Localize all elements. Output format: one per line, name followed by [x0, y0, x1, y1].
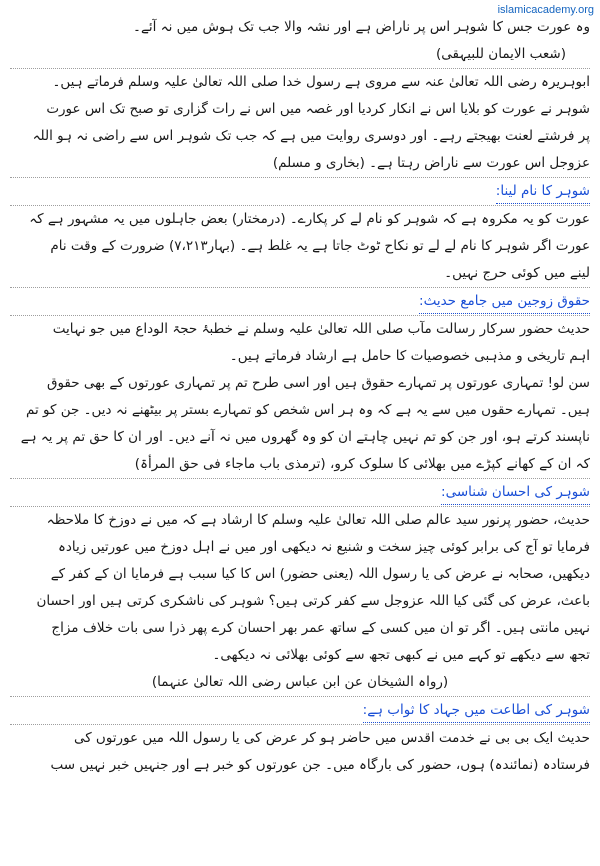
- intro-line: وہ عورت جس کا شوہر اس پر ناراض ہے اور نشہ والا جب تک ہوش میں نہ آئے۔: [133, 19, 590, 35]
- text-line: سن لو! تمہاری عورتوں پر تمہارے حقوق ہیں اور اسی طرح تم پر تمہاری عورتوں کے بھی حقوق: [46, 375, 590, 391]
- article-body: [10, 14, 590, 866]
- text-line: عزوجل اس عورت سے ناراض رہتا ہے۔ (بخاری و مسلم): [272, 155, 590, 171]
- text-line: باعث، عرض کی گئی کیا اللہ عزوجل سے کفر کرتی ہیں؟ شوہر کی ناشکری کرتی ہیں اور احسان: [36, 593, 590, 609]
- text-line: ابوہریرہ رضی اللہ تعالیٰ عنہ سے مروی ہے رسول خدا صلی اللہ تعالیٰ علیہ وسلم فرماتے ہیں۔: [52, 74, 590, 90]
- text-line: دیکھیں، صحابہ نے عرض کی یا رسول اللہ (یعنی حضور) اس کا کیا سبب ہے فرمایا ان کے کفر کے: [50, 566, 590, 582]
- section-obedience: [10, 725, 590, 779]
- section-heading-obedience: شوہر کی اطاعت میں جہاد کا ثواب ہے:: [363, 698, 590, 723]
- text-line: حدیث، حضور پرنور سید عالم صلی اللہ تعالیٰ علیہ وسلم کا ارشاد ہے کہ میں نے دوزخ کا ملاحظہ: [46, 512, 590, 528]
- section-heading-gratitude: شوہر کی احسان شناسی:: [441, 480, 590, 505]
- site-watermark: islamicacademy.org: [497, 4, 594, 16]
- paragraph-hadith-1: [10, 69, 590, 177]
- text-line: ہیں۔ تمہارے حقوں میں سے یہ ہے کہ وہ ہر اس شخص کو تمہارے بستر پر بیٹھنے نہ دیں۔ جن کو تم: [25, 402, 590, 418]
- text-line: پر فرشتے لعنت بھیجتے رہے۔ اور دوسری روایت میں ہے کہ جب تک شوہر اس سے راضی نہ ہو اللہ: [32, 128, 590, 144]
- intro-source: (شعب الایمان للبیہقی): [436, 46, 566, 62]
- section-heading-spouse-rights: حقوق زوجین میں جامع حدیث:: [419, 289, 590, 314]
- source-citation: (رواہ الشیخان عن ابن عباس رضی اللہ تعالیٰ عنہما): [151, 674, 449, 690]
- text-line: لینے میں کوئی حرج نہیں۔: [444, 265, 590, 281]
- text-line: ناپسند کرتے ہو، اور جن کو تم نہیں چاہتے ان کو وہ گھروں میں نہ آنے دیں۔ اور ان کا حق تم پر یہ ہے: [20, 429, 590, 445]
- section-gratitude: [10, 507, 590, 696]
- text-line: اہم تاریخی و مذہبی خصوصیات کا حامل ہے ارشاد فرماتے ہیں۔: [229, 348, 590, 364]
- text-line: نہیں مانتی ہیں۔ اگر تو ان میں کسی کے ساتھ عمر بھر احسان کرے پھر ذرا سی بات خلاف مزاج: [51, 620, 590, 636]
- text-line: تجھ سے دیکھے تو کہے میں نے کبھی تجھ سے کوئی بھلائی نہ دیکھی۔: [212, 647, 590, 663]
- text-line: شوہر نے عورت کو بلایا اس نے انکار کردیا اور غصہ میں اس نے رات گزاری تو صبح تک اس عورت: [46, 101, 590, 117]
- section-husband-name: [10, 206, 590, 287]
- text-line: فرستادہ (نمائندہ) ہوں، حضور کی بارگاہ میں۔ جن عورتوں کو خبر ہے اور جنہیں خبر نہیں سب: [50, 757, 590, 773]
- section-spouse-rights: [10, 316, 590, 478]
- text-line: حدیث حضور سرکار رسالت مآب صلی اللہ تعالیٰ علیہ وسلم نے خطبۂ حجۃ الوداع میں جو نہایت: [52, 321, 590, 337]
- text-line: عورت کو یہ مکروہ ہے کہ شوہر کو نام لے کر پکارے۔ (درمختار) بعض جاہلوں میں یہ مشہور ہے کہ: [29, 211, 590, 227]
- text-line: حدیث ایک بی بی نے خدمت اقدس میں حاضر ہو کر عرض کی یا رسول اللہ میں عورتوں کی: [73, 730, 590, 746]
- text-line: کہ ان کے کھانے کپڑے میں بھلائی کا سلوک کرو، (ترمذی باب ماجاء فی حق المرأۃ): [134, 456, 590, 472]
- section-heading-husband-name: شوہر کا نام لینا:: [496, 179, 590, 204]
- text-line: فرمایا تو آج کی برابر کوئی چیز سخت و شنیع نہ دیکھی اور میں نے اہل دوزخ میں عورتیں زیادہ: [57, 539, 590, 555]
- text-line: عورت اگر شوہر کا نام لے لے تو نکاح ٹوٹ جاتا ہے یہ غلط ہے۔ (بہار۷،۲۱۳) ضرورت کے وقت نام: [50, 238, 590, 254]
